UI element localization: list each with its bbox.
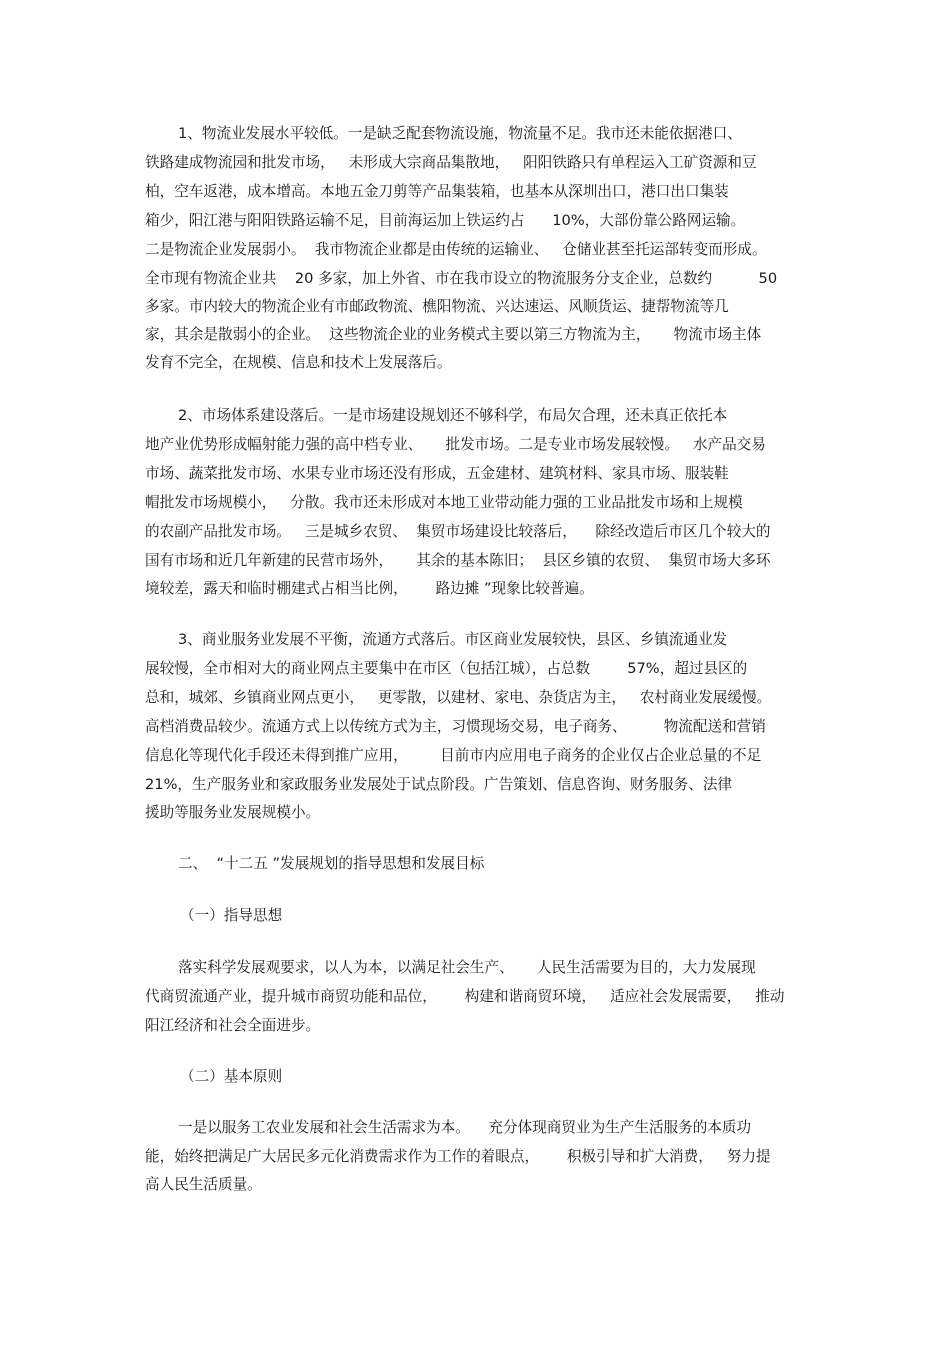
text-line: 境较差，露天和临时棚建式占相当比例， 路边摊 ”现象比较普遍。: [145, 580, 594, 597]
text-line: 1、物流业发展水平较低。一是缺乏配套物流设施，物流量不足。我市还未能依据港口、: [178, 125, 742, 142]
text-line: 代商贸流通产业，提升城市商贸功能和品位， 构建和谐商贸环境， 适应社会发展需要， 推动: [145, 988, 785, 1005]
text-line: 一是以服务工农业发展和社会生活需求为本。 充分体现商贸业为生产生活服务的本质功: [178, 1119, 752, 1136]
text-line: 全市现有物流企业共 20 多家，加上外省、市在我市设立的物流服务分支企业，总数约 50: [145, 270, 778, 287]
text-line: 能，始终把满足广大居民多元化消费需求作为工作的着眼点， 积极引导和扩大消费， 努力提: [145, 1148, 771, 1165]
text-line: 箱少，阳江港与阳阳铁路运输不足，目前海运加上铁运约占 10%，大部份靠公路网运输。: [145, 212, 746, 229]
text-line: 家，其余是散弱小的企业。 这些物流企业的业务模式主要以第三方物流为主， 物流市场主体: [145, 326, 762, 343]
text-line: 市场、蔬菜批发市场、水果专业市场还没有形成，五金建材、建筑材料、家具市场、服装鞋: [145, 465, 729, 482]
text-line: 发育不完全，在规模、信息和技术上发展落后。: [145, 354, 452, 371]
text-line: 高人民生活质量。: [145, 1176, 262, 1193]
text-line: 国有市场和近几年新建的民营市场外， 其余的基本陈旧； 县区乡镇的农贸、 集贸市场大多环: [145, 552, 771, 569]
text-line: 多家。市内较大的物流企业有市邮政物流、樵阳物流、兴达速运、风顺货运、捷帮物流等几: [145, 298, 729, 315]
text-line: 地产业优势形成幅射能力强的高中档专业、 批发市场。二是专业市场发展较慢。 水产品交易: [145, 436, 766, 453]
section-heading: 二、 “十二五 ”发展规划的指导思想和发展目标: [178, 855, 485, 872]
text-line: 高档消费品较少。流通方式上以传统方式为主，习惯现场交易，电子商务、 物流配送和营销: [145, 718, 766, 735]
subsection-heading: （二）基本原则: [180, 1068, 283, 1085]
text-line: 帽批发市场规模小， 分散。我市还未形成对本地工业带动能力强的工业品批发市场和上规模: [145, 494, 743, 511]
text-line: 2、市场体系建设落后。一是市场建设规划还不够科学，布局欠合理，还未真正依托本: [178, 407, 728, 424]
text-line: 阳江经济和社会全面进步。: [145, 1017, 321, 1034]
text-line: 铁路建成物流园和批发市场， 未形成大宗商品集散地， 阳阳铁路只有单程运入工矿资源和豆: [145, 154, 757, 171]
text-line: 的农副产品批发市场。 三是城乡农贸、 集贸市场建设比较落后， 除经改造后市区几个较大的: [145, 523, 771, 540]
text-line: 21%，生产服务业和家政服务业发展处于试点阶段。广告策划、信息咨询、财务服务、法律: [145, 776, 733, 793]
text-line: 二是物流企业发展弱小。 我市物流企业都是由传统的运输业、 仓储业甚至托运部转变而形成。: [145, 241, 767, 258]
text-line: 柏，空车返港，成本增高。本地五金刀剪等产品集装箱，也基本从深圳出口，港口出口集装: [145, 183, 729, 200]
subsection-heading: （一）指导思想: [180, 907, 283, 924]
text-line: 3、商业服务业发展不平衡，流通方式落后。市区商业发展较快，县区、乡镇流通业发: [178, 631, 728, 648]
text-line: 总和，城郊、乡镇商业网点更小， 更零散，以建材、家电、杂货店为主， 农村商业发展缓慢。: [145, 689, 772, 706]
text-line: 展较慢，全市相对大的商业网点主要集中在市区（包括江城），占总数 57%，超过县区的: [145, 660, 748, 677]
text-line: 援助等服务业发展规模小。: [145, 804, 321, 821]
text-line: 信息化等现代化手段还未得到推广应用， 目前市内应用电子商务的企业仅占企业总量的不足: [145, 747, 762, 764]
text-line: 落实科学发展观要求，以人为本，以满足社会生产、 人民生活需要为目的，大力发展现: [178, 959, 756, 976]
